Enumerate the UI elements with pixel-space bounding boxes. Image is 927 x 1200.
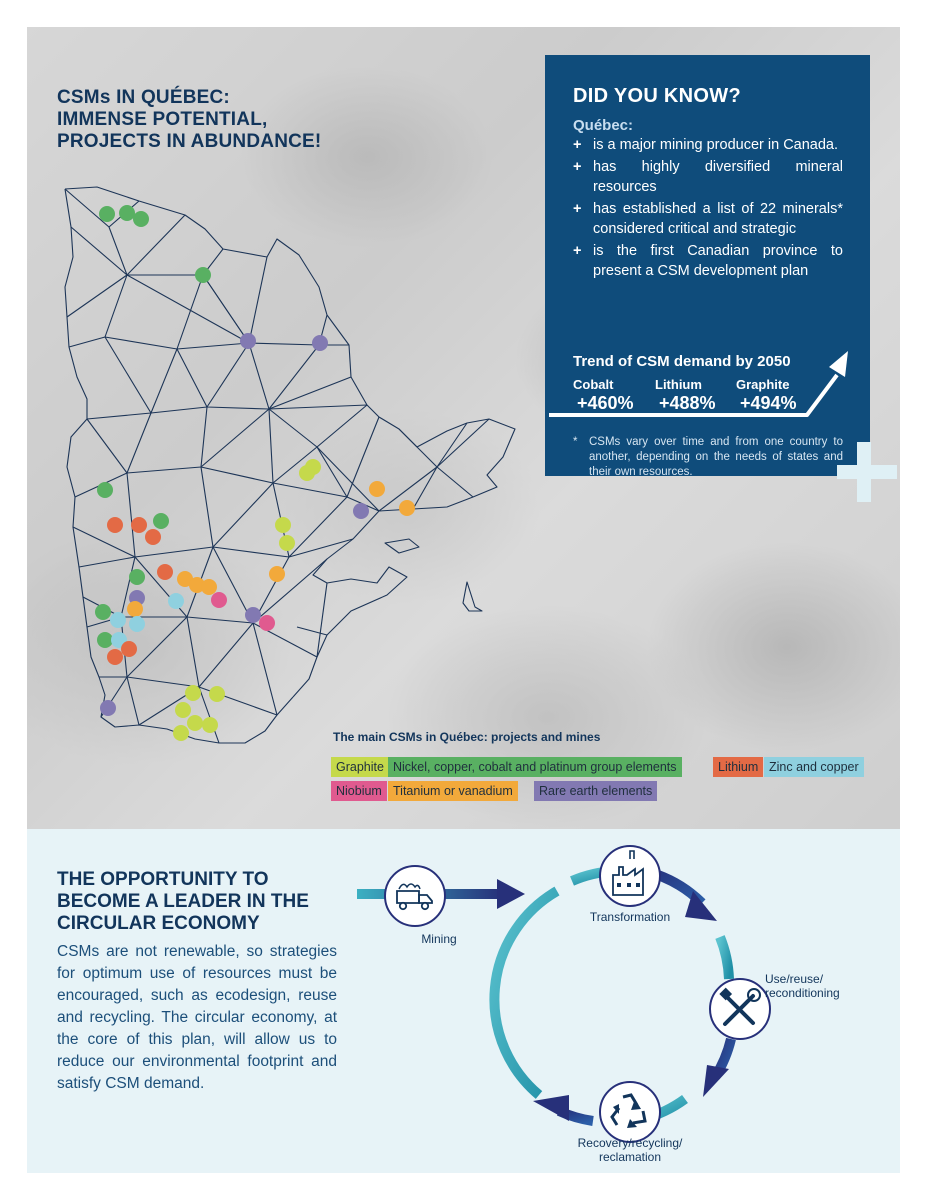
legend-chip-graphite: Graphite (331, 757, 389, 777)
deposit-marker (195, 267, 211, 283)
deposit-marker (153, 513, 169, 529)
footnote (573, 435, 843, 480)
trend-name: Cobalt (573, 377, 614, 392)
deposit-marker (173, 725, 189, 741)
deposit-marker (119, 205, 135, 221)
label-mining: Mining (421, 932, 457, 946)
trend-name: Graphite (736, 377, 790, 392)
deposit-marker (187, 715, 203, 731)
deposit-marker (129, 616, 145, 632)
deposit-marker (240, 333, 256, 349)
legend-title: The main CSMs in Québec: projects and mines (333, 730, 601, 744)
deposit-marker (107, 517, 123, 533)
tools-icon (710, 979, 770, 1039)
did-you-know-list (573, 135, 843, 283)
truck-icon (385, 866, 445, 926)
deposit-marker (97, 632, 113, 648)
label-transformation: Transformation (589, 910, 671, 924)
deposit-marker (110, 612, 126, 628)
list-item (573, 199, 843, 239)
plus-icon: + (573, 159, 582, 175)
trend-title: Trend of CSM demand by 2050 (573, 353, 791, 370)
list-item (573, 135, 843, 155)
list-item (573, 157, 843, 197)
deposit-marker (299, 465, 315, 481)
deposit-marker (107, 649, 123, 665)
deposit-marker (202, 717, 218, 733)
deposit-marker (168, 593, 184, 609)
legend-chip-rare-earth: Rare earth elements (534, 781, 657, 801)
trend-value: +460% (577, 393, 634, 413)
trend-arrow-icon (545, 345, 870, 425)
page (27, 27, 900, 1173)
deposit-marker (201, 579, 217, 595)
deposit-marker (157, 564, 173, 580)
deposit-marker (99, 206, 115, 222)
deposit-marker (97, 482, 113, 498)
trend-value: +494% (740, 393, 797, 413)
deposit-marker (275, 517, 291, 533)
list-item (573, 241, 843, 281)
deposit-marker (211, 592, 227, 608)
opportunity-title: THE OPPORTUNITY TO BECOME A LEADER IN THE CIRCULAR ECONOMY (57, 869, 309, 934)
cycle-graphic (347, 829, 900, 1173)
deposit-marker (131, 517, 147, 533)
hero-section (27, 27, 900, 829)
plus-icon: + (573, 137, 582, 153)
list-item-text: has highly diversified mineral resources (593, 159, 843, 195)
plus-decoration-icon (837, 442, 897, 502)
deposit-marker (145, 529, 161, 545)
deposit-marker (312, 335, 328, 351)
deposit-marker (279, 535, 295, 551)
legend-chip-zinc: Zinc and copper (764, 757, 864, 777)
deposit-marker (133, 211, 149, 227)
plus-icon: + (573, 243, 582, 259)
deposit-marker (269, 566, 285, 582)
opportunity-body: CSMs are not renewable, so strategies for optimum use of resources must be encouraged, such as ecodesign, reuse and recycling. The circular economy, at the core of this plan, will allow us to reduce our environmental footprint and satisfy CSM demand. (57, 943, 337, 1092)
did-you-know-lead: Québec: (573, 117, 634, 134)
deposit-marker (245, 607, 261, 623)
deposit-marker (209, 686, 225, 702)
list-item-text: is a major mining producer in Canada. (593, 137, 839, 153)
trend-value: +488% (659, 393, 716, 413)
circular-economy-section (27, 829, 900, 1173)
list-item-text: is the first Canadian province to present a CSM development plan (593, 243, 843, 279)
circular-economy-diagram (347, 829, 900, 1173)
footnote-text: CSMs vary over time and from one country to another, depending on the needs of states and their own resources. (589, 436, 843, 478)
hero-title: CSMs IN QUÉBEC: IMMENSE POTENTIAL, PROJECTS IN ABUNDANCE! (57, 87, 322, 152)
legend-chip-titanium: Titanium or vanadium (388, 781, 518, 801)
trend-name: Lithium (655, 377, 702, 392)
legend-chip-lithium: Lithium (713, 757, 763, 777)
deposit-marker (369, 481, 385, 497)
label-recovery: Recovery/recycling/ reclamation (577, 1136, 683, 1164)
footnote-marker: * (573, 436, 578, 448)
list-item-text: has established a list of 22 minerals* considered critical and strategic (593, 201, 843, 237)
deposit-marker (127, 601, 143, 617)
deposit-marker (129, 569, 145, 585)
deposit-marker (121, 641, 137, 657)
did-you-know-title: DID YOU KNOW? (573, 85, 741, 107)
deposit-marker (175, 702, 191, 718)
legend-chip-nickel: Nickel, copper, cobalt and platinum group elements (388, 757, 682, 777)
deposit-marker (185, 685, 201, 701)
deposit-marker (100, 700, 116, 716)
deposit-marker (259, 615, 275, 631)
factory-icon (600, 846, 660, 906)
recycle-icon (600, 1082, 660, 1142)
deposit-marker (353, 503, 369, 519)
deposit-marker (399, 500, 415, 516)
label-use: Use/reuse/ reconditioning (765, 972, 840, 1000)
plus-icon: + (573, 201, 582, 217)
legend-chip-niobium: Niobium (331, 781, 387, 801)
did-you-know-panel (545, 55, 870, 476)
deposit-marker (95, 604, 111, 620)
